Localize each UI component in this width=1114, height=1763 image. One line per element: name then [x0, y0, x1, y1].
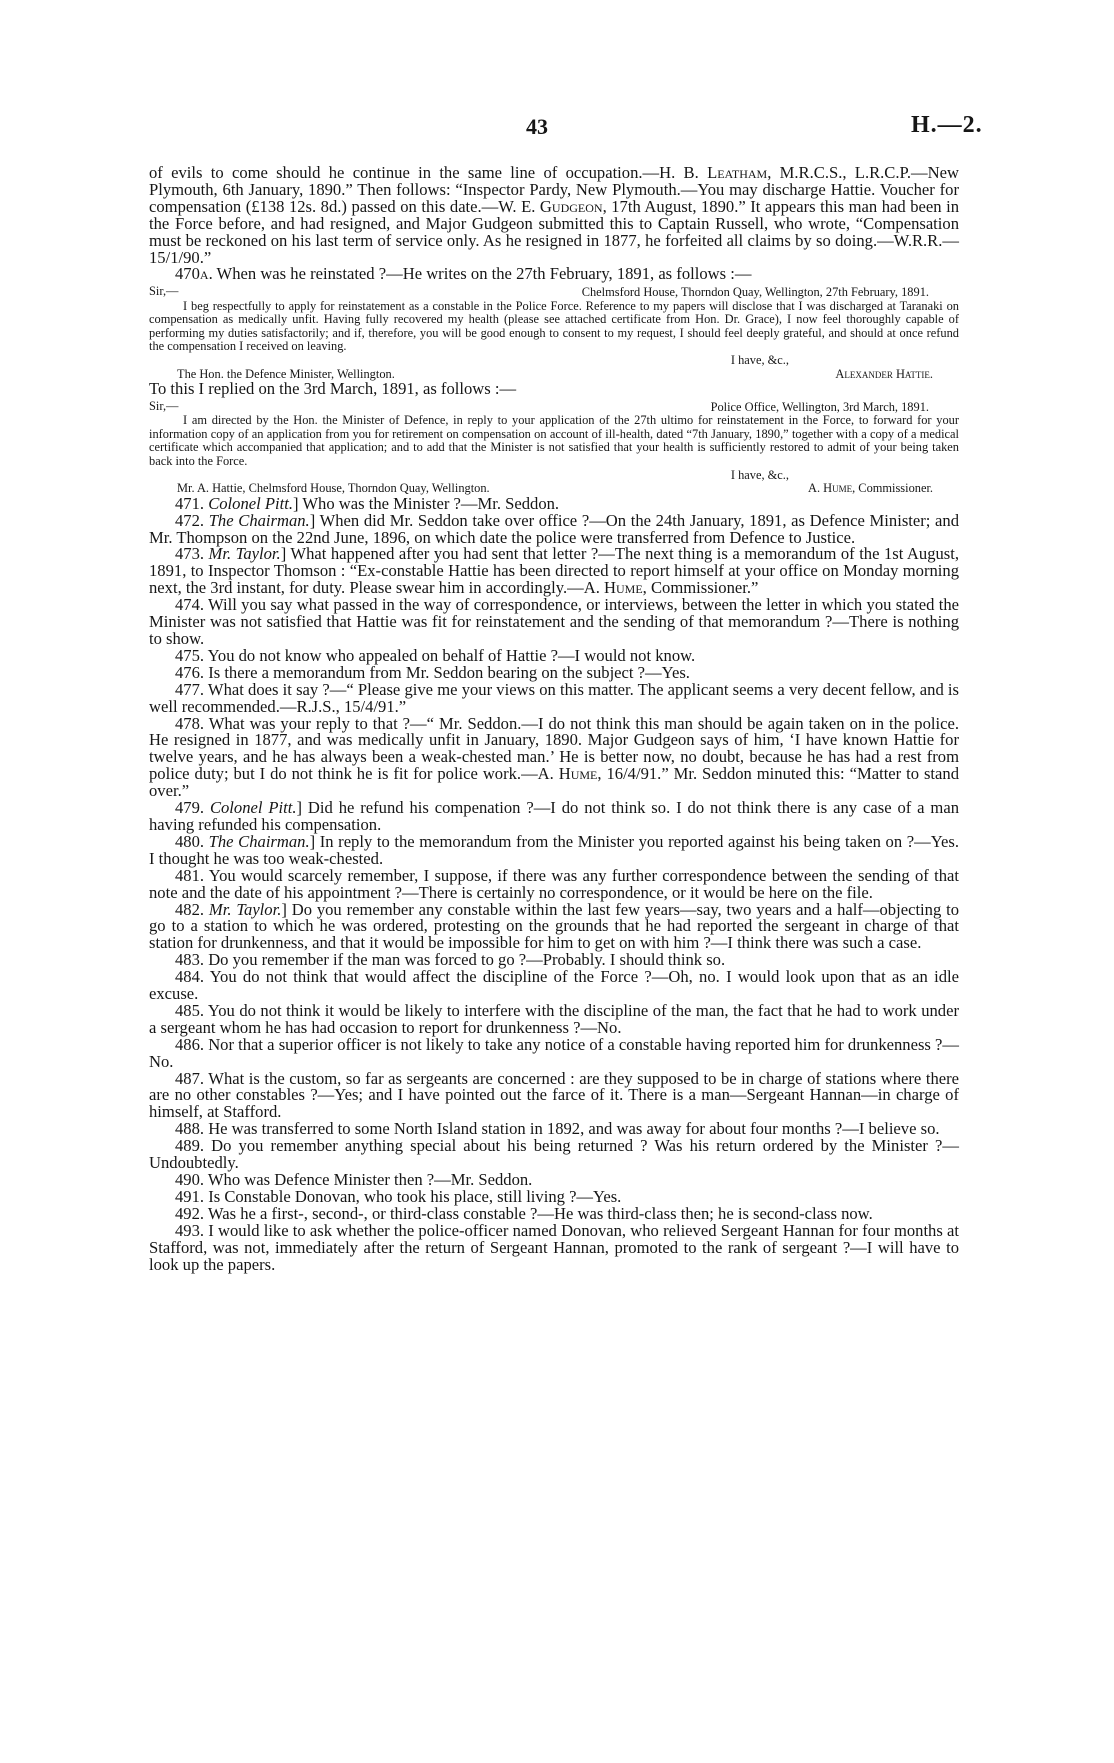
question-473: 473. Mr. Taylor.] What happened after you had sent that letter ?—The next thing is a memorandum of the 1st August, 1891, to Inspector Thomson : “Ex-constable Hattie has been directed to report himself at your office on Monday morning next, the 3rd instant, for duty. Please swear him in accordingly.—A. Hume, Commissioner.”	[149, 544, 960, 598]
question-483: 483. Do you remember if the man was forced to go ?—Probably. I should think so.	[175, 950, 726, 970]
page-number: 43	[526, 114, 548, 139]
question-484: 484. You do not think that would affect the discipline of the Force ?—Oh, no. I would look upon that as an idle excuse.	[149, 967, 959, 1004]
letter-closing: I have, &c.,	[730, 467, 789, 482]
letter-salutation: Sir,—	[149, 399, 179, 413]
letter-address: Police Office, Wellington, 3rd March, 1891.	[710, 399, 929, 414]
question-486: 486. Nor that a superior officer is not likely to take any notice of a constable having reported him for drunkenness ?—No.	[149, 1034, 959, 1071]
question-470a: 470a. When was he reinstated ?—He writes on the 27th February, 1891, as follows :—	[175, 264, 752, 284]
question-472: 472. The Chairman.] When did Mr. Seddon take over office ?—On the 24th January, 1891, as Defence Minister; and Mr. Thompson on the 22nd June, 1896, on which date the police were transferred from Defence to Justice.	[149, 510, 960, 547]
question-475: 475. You do not know who appealed on behalf of Hattie ?—I would not know.	[175, 645, 696, 665]
question-471: 471. Colonel Pitt.] Who was the Minister ?—Mr. Seddon.	[175, 493, 560, 513]
question-474: 474. Will you say what passed in the way of correspondence, or interviews, between the letter in which you stated the Minister was not satisfied that Hattie was fit for reinstatement and the sending of that memorandum ?—There is nothing to show.	[149, 595, 959, 648]
question-478: 478. What was your reply to that ?—“ Mr. Seddon.—I do not think this man should be again taken on in the police. He resigned in 1877, and was medically unfit in January, 1890. Major Gudgeon says of him, ‘I have known Hattie for twelve years, and he has always been a weak-chested man.’ He is better now, no doubt, because he has had a rest from police duty; but I do not think he is fit for police work.—A. Hume, 16/4/91.” Mr. Seddon minuted this: “Matter to stand over.”	[149, 713, 959, 801]
letter-recipient: The Hon. the Defence Minister, Wellington.	[177, 366, 395, 381]
question-488: 488. He was transferred to some North Island station in 1892, and was away for about four months ?—I believe so.	[175, 1119, 940, 1139]
question-487: 487. What is the custom, so far as sergeants are concerned : are they supposed to be in charge of stations where there are no other constables ?—Yes; and I have pointed out the farce of it. There is a man—Sergeant Hannan—in charge of himself, at Stafford.	[149, 1068, 959, 1122]
opening-paragraph: of evils to come should he continue in the same line of occupation.—H. B. Leatham, M.R.C.S., L.R.C.P.—New Plymouth, 6th January, 1890.” Then follows: “Inspector Pardy, New Plymouth.—You may discharge Hattie. Voucher for compensation (£138 12s. 8d.) passed on this date.—W. E. Gudgeon, 17th August, 1890.” It appears this man had been in the Force before, and had resigned, and Major Gudgeon submitted this to Captain Russell, who wrote, “Compensation must be reckoned on his last term of service only. As he resigned in 1877, he forfeited all claims by so doing.—W.R.R.—15/1/90.”	[149, 163, 959, 267]
letter-closing: I have, &c.,	[730, 352, 789, 367]
question-492: 492. Was he a first-, second-, or third-class constable ?—He was third-class then; he is second-class now.	[175, 1203, 873, 1223]
question-493: 493. I would like to ask whether the police-officer named Donovan, who relieved Sergeant Hannan for four months at Stafford, was not, immediately after the return of Sergeant Hannan, promoted to the rank of sergeant ?—I will have to look up the papers.	[149, 1220, 959, 1274]
letter-body: I beg respectfully to apply for reinstatement as a constable in the Police Force. Reference to my papers will disclose that I was discharged at Taranaki on compensation as medically unfit. Having fully recovered my health (please see attached certificate from Hon. Dr. Grace), I now feel thoroughly capable of performing my duties satisfactorily; and if, therefore, you will be good enough to consent to my request, I should feel deeply grateful, and should at once refund the compensation I received on leaving.	[149, 298, 959, 354]
question-479: 479. Colonel Pitt.] Did he refund his compenation ?—I do not think so. I do not think there is any case of a man having refunded his compensation.	[149, 798, 959, 834]
question-490: 490. Who was Defence Minister then ?—Mr. Seddon.	[175, 1170, 533, 1189]
question-476: 476. Is there a memorandum from Mr. Seddon bearing on the subject ?—Yes.	[175, 662, 690, 682]
letter-body: I am directed by the Hon. the Minister of Defence, in reply to your application of the 27th ultimo for reinstatement in the Force, to forward for your information copy of an application from you for retirement on compensation on account of ill-health, dated “7th January, 1890,” together with a copy of a medical certificate which accompanied that application; and to add that the Minister is not satisfied that your health is sufficiently restored to admit of your being taken back into the Force.	[149, 413, 959, 468]
question-477: 477. What does it say ?—“ Please give me your views on this matter. The applicant seems a very decent fellow, and is well recommended.—R.J.S., 15/4/91.”	[149, 679, 959, 716]
question-481: 481. You would scarcely remember, I suppose, if there was any further correspondence between the sending of that note and the date of his appointment ?—There is certainly no correspondence, or it would be here on the file.	[149, 865, 959, 902]
question-482: 482. Mr. Taylor.] Do you remember any constable within the last few years—say, two years and a half—objecting to go to a station to which he was ordered, protesting on the grounds that he had reported the sergeant in charge of that station for drunkenness, and that it would be impossible for him to get on with him ?—I think there was such a case.	[149, 899, 960, 953]
document-body	[149, 165, 959, 1273]
letter-recipient: Mr. A. Hattie, Chelmsford House, Thorndon Quay, Wellington.	[177, 481, 490, 496]
reply-intro: To this I replied on the 3rd March, 1891, as follows :—	[149, 379, 517, 399]
question-491: 491. Is Constable Donovan, who took his place, still living ?—Yes.	[175, 1186, 622, 1206]
commissioner-letter	[149, 400, 959, 496]
letter-salutation: Sir,—	[149, 284, 179, 299]
document-code: H.—2.	[911, 112, 983, 138]
letter-signature: A. Hume, Commissioner.	[808, 481, 933, 496]
question-485: 485. You do not think it would be likely to interfere with the discipline of the man, the fact that he had to work under a sergeant whom he has had occasion to report for drunkenness ?—No.	[149, 1000, 959, 1037]
question-489: 489. Do you remember anything special about his being returned ? Was his return ordered by the Minister ?—Undoubtedly.	[149, 1136, 959, 1173]
hattie-letter	[149, 285, 959, 381]
question-480: 480. The Chairman.] In reply to the memorandum from the Minister you reported against his being taken on ?—Yes. I thought he was too weak-chested.	[149, 831, 960, 868]
letter-address: Chelmsford House, Thorndon Quay, Wellington, 27th February, 1891.	[581, 284, 929, 299]
letter-signature: Alexander Hattie.	[835, 366, 933, 381]
